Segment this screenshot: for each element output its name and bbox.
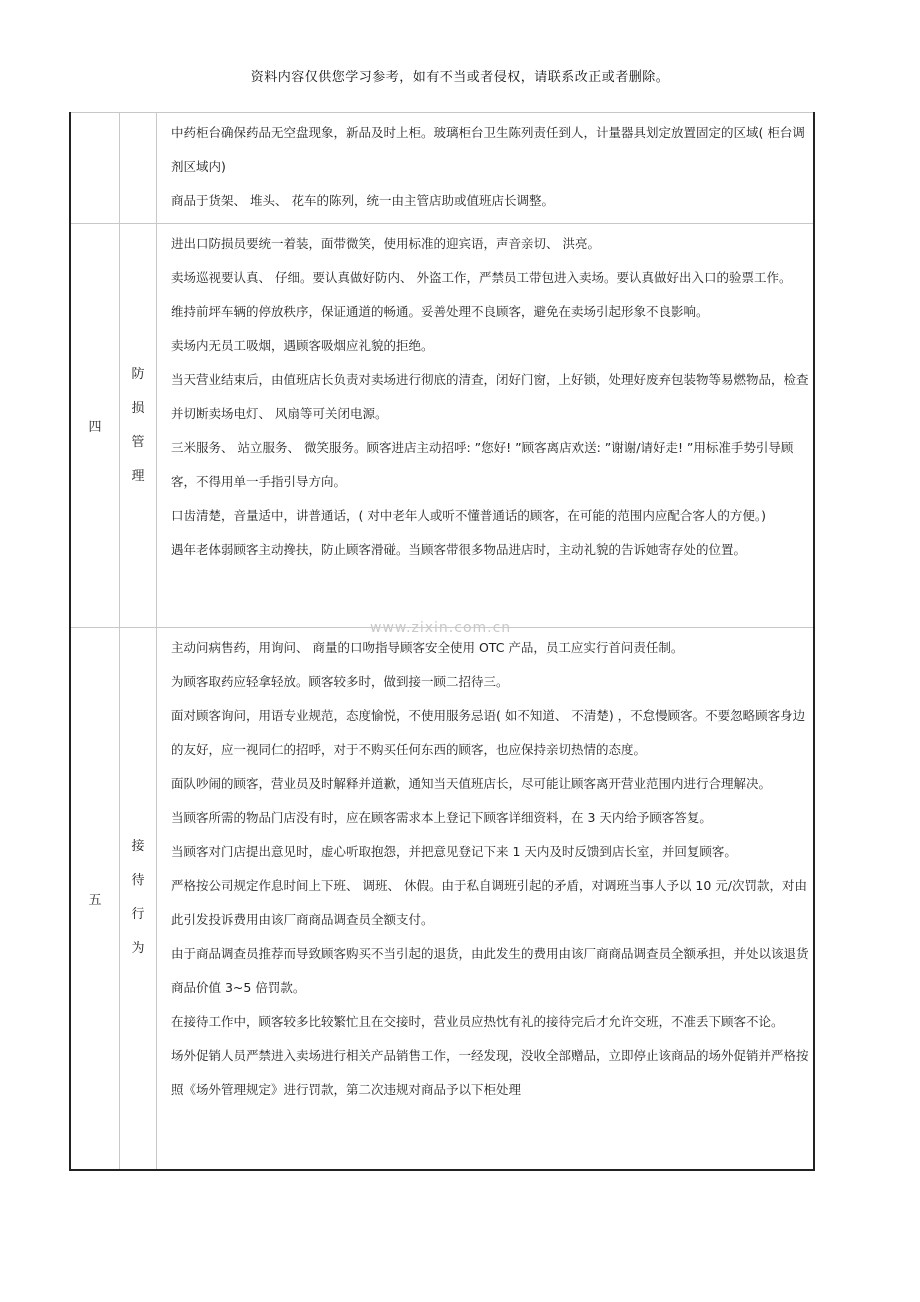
category-char: 损	[131, 400, 145, 416]
section-number-cell: 四	[70, 224, 120, 628]
category-char: 管	[131, 434, 145, 450]
list-item: 三米服务、 站立服务、 微笑服务。顾客进店主动招呼: ”您好! ”顾客离店欢送: ”谢谢/请好走! ”用标准手势引导顾客，不得用单一手指引导方向。	[171, 440, 794, 489]
list-item: 进出口防损员要统一着装，面带微笑，使用标准的迎宾语，声音亲切、 洪亮。	[171, 236, 600, 251]
table-row	[70, 224, 814, 628]
list-item: 面队吵闹的顾客，营业员及时解释并道歉，通知当天值班店长，尽可能让顾客离开营业范围内进行合理解决。	[171, 776, 772, 791]
regulation-table	[69, 112, 815, 1171]
list-item: 主动问病售药，用询问、 商量的口吻指导顾客安全使用 OTC 产品，员工应实行首问责任制。	[171, 640, 684, 655]
list-item: 口齿清楚，音量适中，讲普通话，( 对中老年人或听不懂普通话的顾客，在可能的范围内应配合客人的方便。)	[171, 508, 766, 523]
list-item: 严格按公司规定作息时间上下班、 调班、 休假。由于私自调班引起的矛盾，对调班当事人予以 10 元/次罚款，对由此引发投诉费用由该厂商商品调查员全额支付。	[171, 878, 808, 927]
list-item: 由于商品调查员推荐而导致顾客购买不当引起的退货，由此发生的费用由该厂商商品调查员全额承担，并处以该退货商品价值 3~5 倍罚款。	[171, 946, 809, 995]
list-item: 当顾客所需的物品门店没有时，应在顾客需求本上登记下顾客详细资料，在 3 天内给予顾客答复。	[171, 810, 712, 825]
section-content-cell	[157, 628, 815, 1170]
category-char: 理	[131, 468, 145, 484]
section-content-cell	[157, 224, 815, 628]
list-item: 商品于货架、 堆头、 花车的陈列，统一由主管店助或值班店长调整。	[171, 193, 554, 208]
list-item: 遇年老体弱顾客主动搀扶，防止顾客滑碰。当顾客带很多物品进店时，主动礼貌的告诉她寄存处的位置。	[171, 542, 747, 557]
section-number-cell	[70, 113, 120, 224]
category-char: 防	[131, 366, 145, 382]
list-item: 卖场内无员工吸烟，遇顾客吸烟应礼貌的拒绝。	[171, 338, 434, 353]
list-item: 当顾客对门店提出意见时，虚心听取抱怨，并把意见登记下来 1 天内及时反馈到店长室，并回复顾客。	[171, 844, 737, 859]
watermark: www.zixin.com.cn	[370, 620, 512, 636]
table-row	[70, 628, 814, 1170]
section-category-cell	[120, 628, 157, 1170]
list-item: 维持前坪车辆的停放秩序，保证通道的畅通。妥善处理不良顾客，避免在卖场引起形象不良影响。	[171, 304, 709, 319]
category-char: 行	[131, 907, 145, 923]
section-number-cell: 五	[70, 628, 120, 1170]
category-char: 为	[131, 941, 145, 957]
category-char: 接	[131, 839, 145, 855]
table-row	[70, 113, 814, 224]
header-note: 资料内容仅供您学习参考，如有不当或者侵权，请联系改正或者删除。	[250, 70, 670, 85]
list-item: 场外促销人员严禁进入卖场进行相关产品销售工作，一经发现，没收全部赠品，立即停止该商品的场外促销并严格按照《场外管理规定》进行罚款，第二次违规对商品予以下柜处理	[171, 1048, 809, 1097]
list-item: 面对顾客询问，用语专业规范，态度愉悦，不使用服务忌语( 如不知道、 不清楚) ，不怠慢顾客。不要忽略顾客身边的友好，应一视同仁的招呼，对于不购买任何东西的顾客，也应保持亲切热情的态度。	[171, 708, 806, 757]
section-content-cell	[157, 113, 815, 224]
list-item: 当天营业结束后，由值班店长负责对卖场进行彻底的清查，闭好门窗，上好锁，处理好废弃包装物等易燃物品，检查并切断卖场电灯、 风扇等可关闭电源。	[171, 372, 809, 421]
list-item: 为顾客取药应轻拿轻放。顾客较多时，做到接一顾二招待三。	[171, 674, 509, 689]
list-item: 卖场巡视要认真、 仔细。要认真做好防内、 外盗工作，严禁员工带包进入卖场。要认真做好出入口的验票工作。	[171, 270, 792, 285]
category-char: 待	[131, 873, 145, 889]
list-item: 在接待工作中，顾客较多比较繁忙且在交接时，营业员应热忱有礼的接待完后才允许交班，不准丢下顾客不论。	[171, 1014, 784, 1029]
section-category-cell	[120, 113, 157, 224]
list-item: 中药柜台确保药品无空盘现象，新品及时上柜。玻璃柜台卫生陈列责任到人，计量器具划定放置固定的区域( 柜台调剂区域内)	[171, 125, 805, 174]
section-category-cell	[120, 224, 157, 628]
